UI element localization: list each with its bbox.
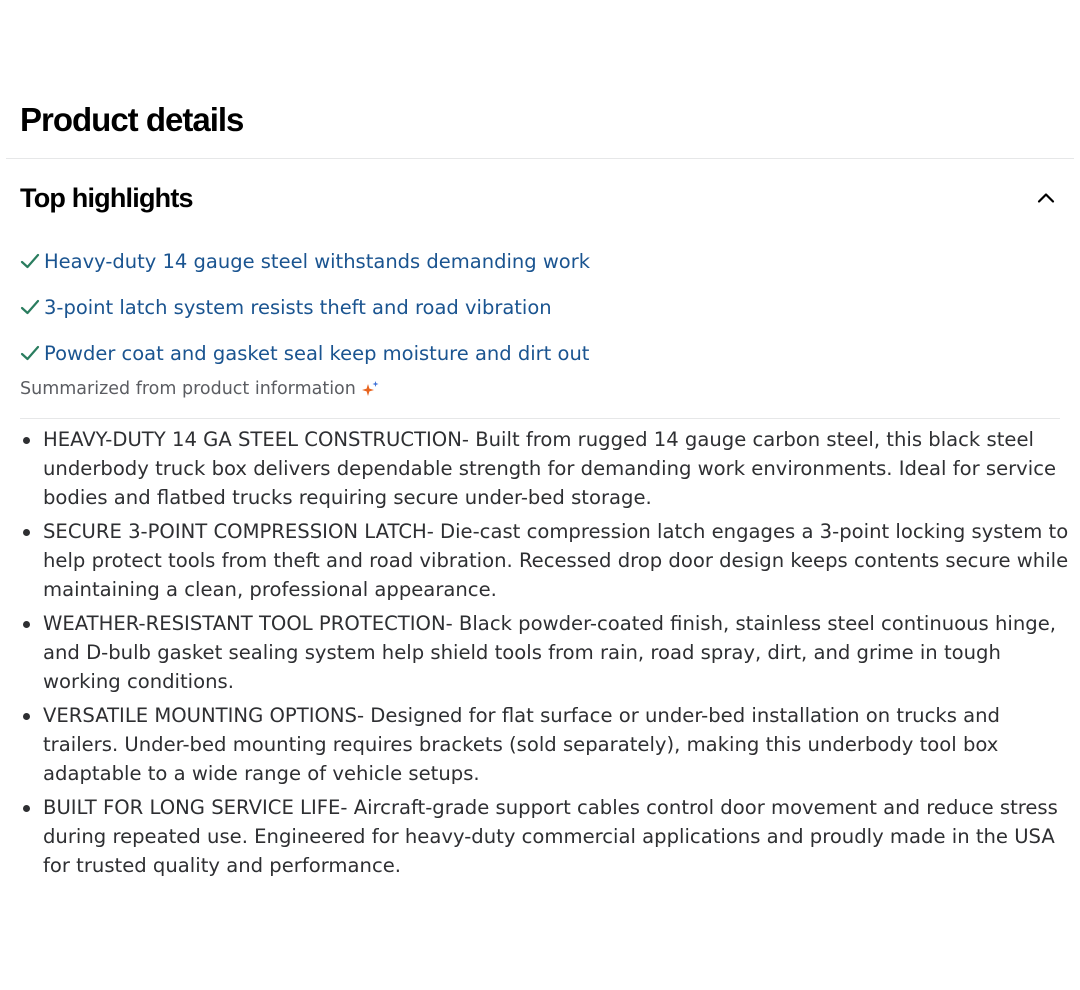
- list-item: WEATHER-RESISTANT TOOL PROTECTION- Black powder-coated finish, stainless steel continuous hinge, and D-bulb gasket sealing system help shield tools from rain, road spray, dirt, and grime in tough working conditions.: [20, 609, 1070, 696]
- checkmark-icon: [20, 343, 40, 363]
- highlight-text: Heavy-duty 14 gauge steel withstands demanding work: [44, 249, 591, 273]
- list-item: BUILT FOR LONG SERVICE LIFE- Aircraft-grade support cables control door movement and reduce stress during repeated use. Engineered for heavy-duty commercial applications and proudly made in the USA for trusted quality and performance.: [20, 793, 1070, 880]
- checkmark-icon: [20, 297, 40, 317]
- chevron-up-icon[interactable]: [1034, 186, 1058, 210]
- highlight-text: 3-point latch system resists theft and road vibration: [44, 295, 552, 319]
- highlights-list: [20, 238, 590, 376]
- summary-note: [20, 377, 380, 401]
- list-item: HEAVY-DUTY 14 GA STEEL CONSTRUCTION- Built from rugged 14 gauge carbon steel, this black steel underbody truck box delivers dependable strength for demanding work environments. Ideal for service bodies and flatbed trucks requiring secure under-bed storage.: [20, 425, 1070, 512]
- summary-text: Summarized from product information: [20, 379, 356, 399]
- divider: [20, 418, 1060, 419]
- product-details-list: [20, 425, 1070, 885]
- section-title: Top highlights: [20, 182, 193, 213]
- highlight-item: [20, 238, 590, 284]
- list-item: SECURE 3-POINT COMPRESSION LATCH- Die-cast compression latch engages a 3-point locking system to help protect tools from theft and road vibration. Recessed drop door design keeps contents secure while maintaining a clean, professional appearance.: [20, 517, 1070, 604]
- highlight-text: Powder coat and gasket seal keep moisture and dirt out: [44, 341, 590, 365]
- top-highlights-header[interactable]: [20, 176, 1060, 220]
- sparkle-icon: [362, 380, 380, 398]
- checkmark-icon: [20, 251, 40, 271]
- list-item: VERSATILE MOUNTING OPTIONS- Designed for flat surface or under-bed installation on trucks and trailers. Under-bed mounting requires brackets (sold separately), making this underbody tool box adaptable to a wide range of vehicle setups.: [20, 701, 1070, 788]
- highlight-item: [20, 330, 590, 376]
- page-title: Product details: [20, 101, 244, 138]
- divider: [6, 158, 1074, 159]
- highlight-item: [20, 284, 590, 330]
